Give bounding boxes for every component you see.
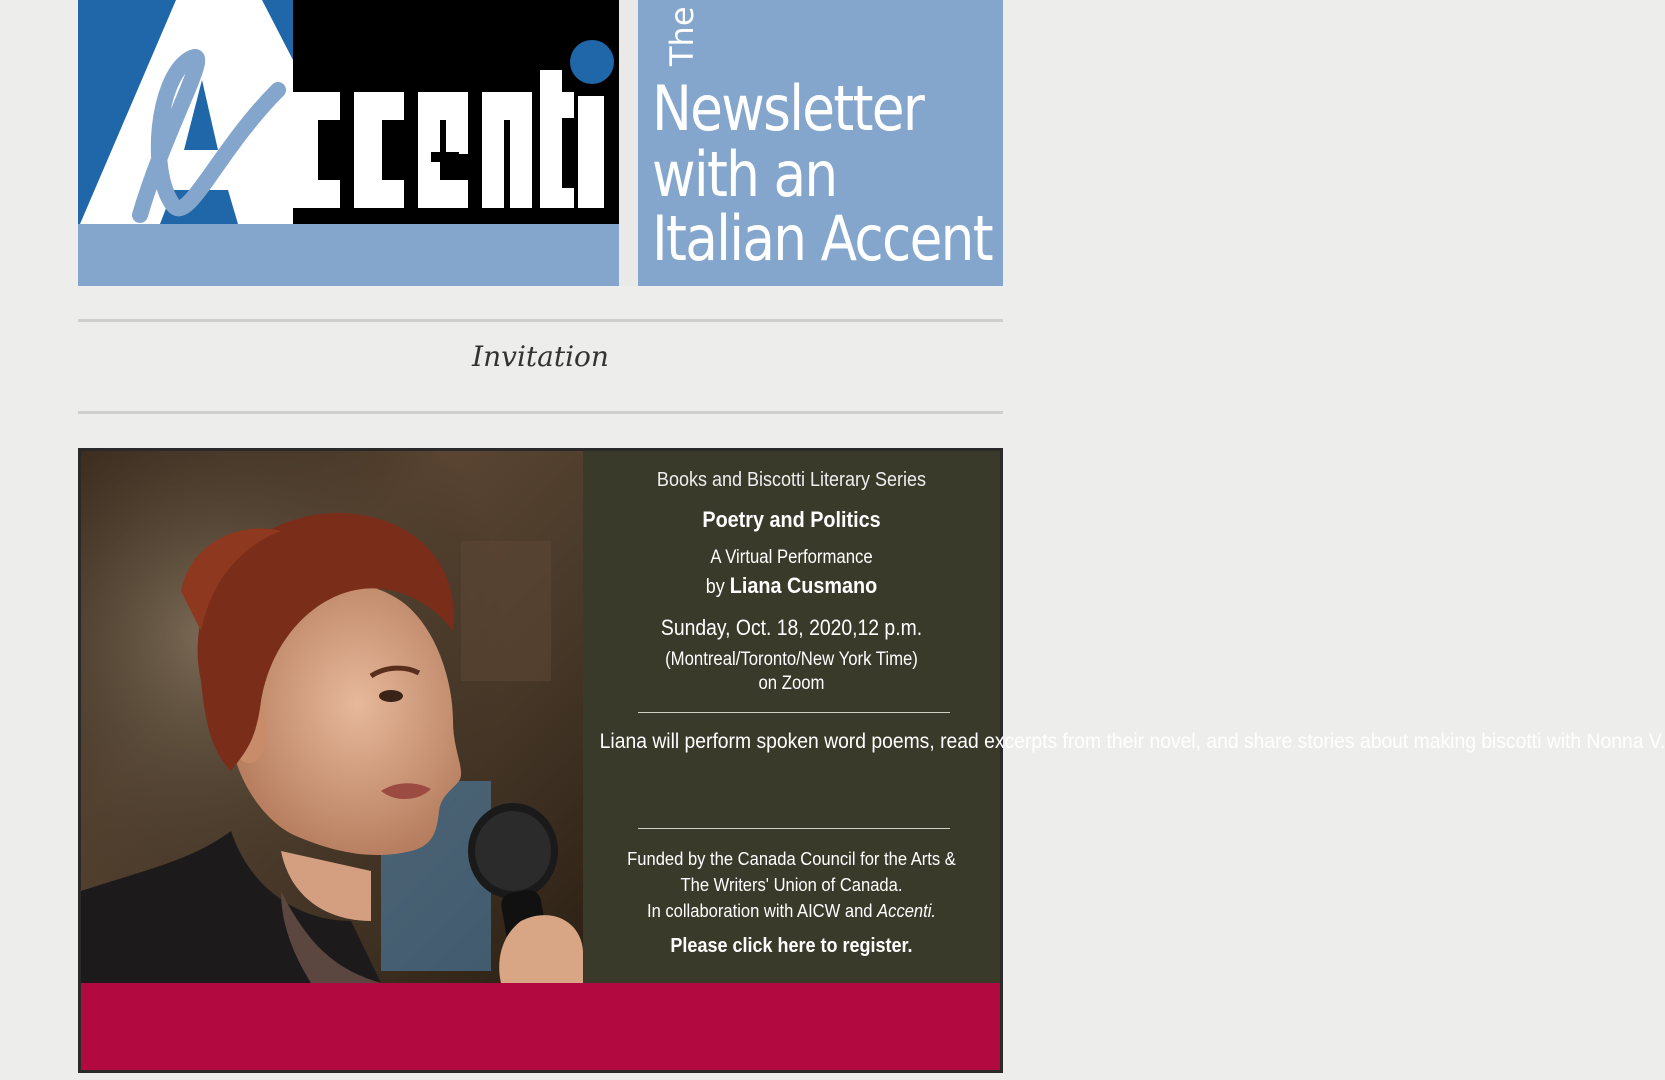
card-footer-bar xyxy=(81,983,1000,1070)
info-divider-1 xyxy=(638,712,950,713)
funded-line-3 xyxy=(600,898,984,924)
tagline-line-1: Newsletter xyxy=(652,72,924,145)
funded-line-3-prefix: In collaboration with AICW and xyxy=(646,901,873,921)
heading-rule-top xyxy=(78,319,1003,322)
event-info-panel xyxy=(583,451,1665,983)
tagline-line-2: with an xyxy=(652,138,837,211)
tagline-line-3: Italian Accent xyxy=(652,202,992,275)
register-link[interactable]: Please click here to register. xyxy=(670,935,913,957)
event-card[interactable] xyxy=(78,448,1665,1073)
accenti-logo xyxy=(78,0,619,286)
accenti-logo-graphic xyxy=(78,0,619,286)
event-subtitle: A Virtual Performance xyxy=(710,547,873,568)
info-divider-2 xyxy=(638,828,950,829)
event-byline xyxy=(604,573,979,599)
event-description: Liana will perform spoken word poems, read excerpts from their novel, and share stories about making biscotti with Nonna V. xyxy=(599,730,1665,753)
invitation-heading: Invitation xyxy=(472,340,609,373)
tagline-block xyxy=(638,0,1003,286)
banner-divider xyxy=(619,0,638,286)
series-name: Books and Biscotti Literary Series xyxy=(656,469,927,491)
event-timezone: (Montreal/Toronto/New York Time) xyxy=(665,649,918,670)
byline-prefix: by xyxy=(705,576,725,598)
performer-photo xyxy=(81,451,583,983)
funded-line-1: Funded by the Canada Council for the Arts & xyxy=(627,849,956,869)
funded-line-2: The Writers' Union of Canada. xyxy=(680,875,903,895)
funded-line-3-accenti: Accenti. xyxy=(877,901,937,921)
event-title: Poetry and Politics xyxy=(702,507,881,532)
performer-photo-graphic xyxy=(81,451,583,983)
performer-name: Liana Cusmano xyxy=(729,573,878,598)
event-date: Sunday, Oct. 18, 2020,12 p.m. xyxy=(660,615,923,640)
tagline-the: The xyxy=(663,6,701,66)
funding-credits xyxy=(600,846,984,924)
heading-rule-bottom xyxy=(78,411,1003,414)
event-platform: on Zoom xyxy=(758,673,825,694)
newsletter-banner xyxy=(78,0,1003,286)
